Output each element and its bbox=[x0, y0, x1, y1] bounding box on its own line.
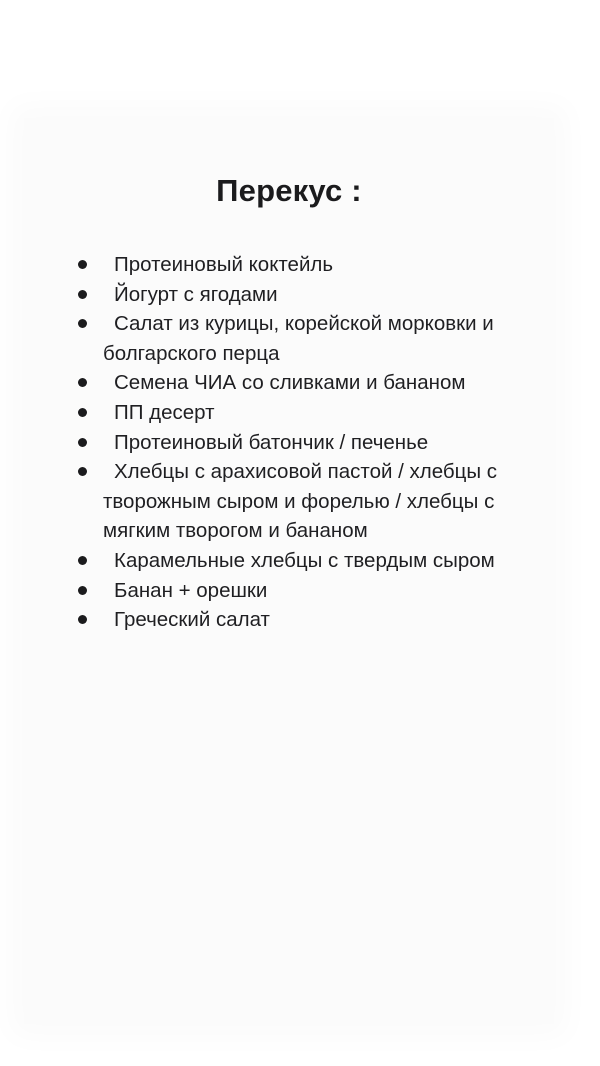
list-item-text: Греческий салат bbox=[114, 608, 270, 632]
list-item bbox=[0, 280, 600, 310]
list-item-text: Салат из курицы, корейской морковки и болгарского перца bbox=[103, 312, 494, 365]
list-item bbox=[0, 457, 600, 546]
list-item bbox=[0, 250, 600, 280]
list-item bbox=[0, 546, 600, 576]
bullet-icon bbox=[78, 408, 87, 417]
list-item-text: Протеиновый батончик / печенье bbox=[114, 430, 429, 454]
bullet-icon bbox=[78, 260, 87, 269]
list-item-text: ПП десерт bbox=[114, 400, 215, 424]
bullet-icon bbox=[78, 615, 87, 624]
list-item-text: Семена ЧИА со сливками и бананом bbox=[114, 371, 466, 395]
list-item-text: Карамельные хлебцы с твердым сыром bbox=[114, 548, 495, 572]
bullet-icon bbox=[78, 290, 87, 299]
bullet-icon bbox=[78, 378, 87, 387]
list-item-text: Протеиновый коктейль bbox=[114, 253, 334, 276]
bullet-icon bbox=[78, 319, 87, 328]
list-item-text: Йогурт с ягодами bbox=[114, 282, 278, 306]
list-item bbox=[0, 309, 600, 368]
list-item bbox=[0, 368, 600, 398]
list-item bbox=[0, 576, 600, 606]
snack-list bbox=[0, 250, 600, 635]
list-item-text: Хлебцы с арахисовой пастой / хлебцы с творожным сыром и форелью / хлебцы с мягким творогом и бананом bbox=[103, 460, 498, 543]
bullet-icon bbox=[78, 556, 87, 565]
list-item bbox=[0, 398, 600, 428]
list-item bbox=[0, 428, 600, 458]
page-title: Перекус : bbox=[216, 173, 362, 208]
list-item-text: Банан + орешки bbox=[114, 578, 268, 602]
bullet-icon bbox=[78, 438, 87, 447]
bullet-icon bbox=[78, 467, 87, 476]
bullet-icon bbox=[78, 586, 87, 595]
list-item bbox=[0, 605, 600, 635]
